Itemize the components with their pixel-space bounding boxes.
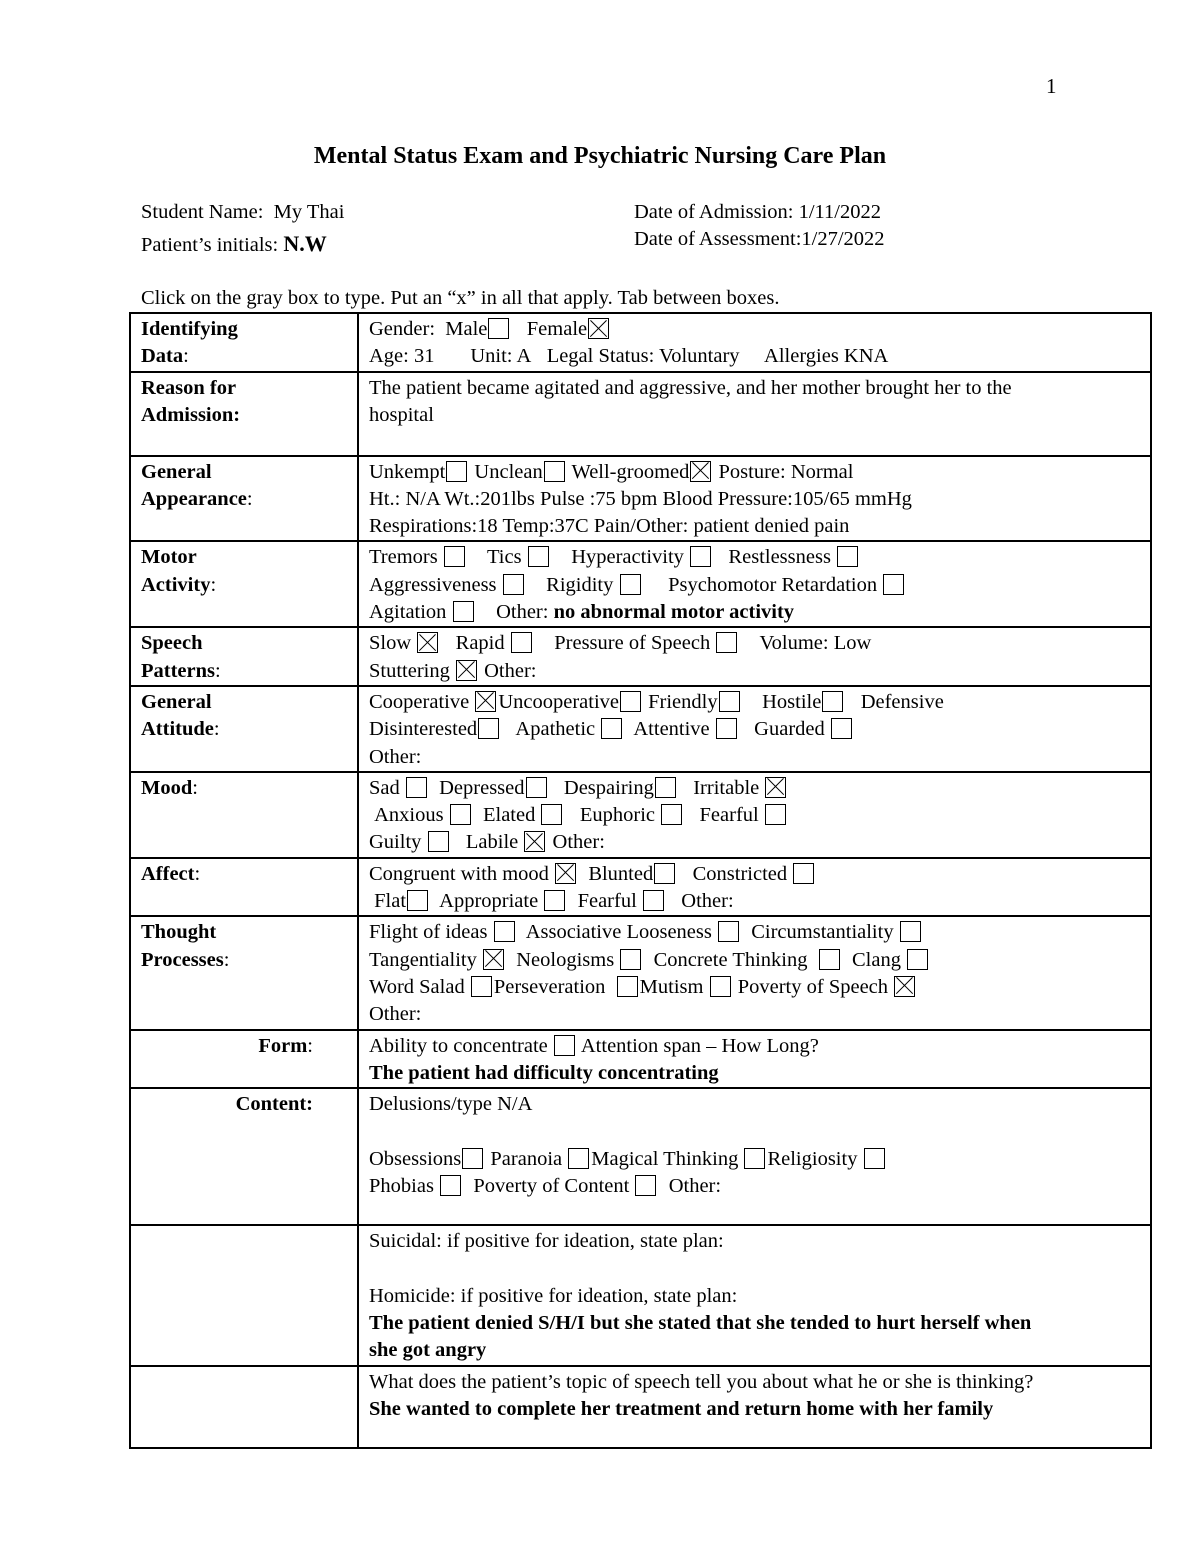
field-motor-activity: Tremors Tics Hyperactivity Restlessness Aggressiveness Rigidity Psychomotor Retardation Agitation Other: no abnormal motor activity (358, 541, 1151, 627)
student-name-label: Student Name: (141, 201, 264, 223)
field-general-attitude: Cooperative Uncooperative Friendly Hostile Defensive Disinterested Apathetic Attentive Guarded Other: (358, 686, 1151, 772)
label-thought-processes: Thought Processes: (130, 916, 358, 1029)
row-speech-patterns (130, 627, 1151, 686)
checkbox-aggressiveness[interactable] (503, 574, 524, 595)
checkbox-flight-of-ideas[interactable] (494, 921, 515, 942)
assessment-date-value[interactable]: 1/27/2022 (801, 228, 885, 250)
checkbox-pressure-of-speech[interactable] (716, 632, 737, 653)
field-speech-patterns: Slow Rapid Pressure of Speech Volume: Low Stuttering Other: (358, 627, 1151, 686)
admission-date-value[interactable]: 1/11/2022 (798, 201, 881, 223)
checkbox-guarded[interactable] (831, 718, 852, 739)
checkbox-guilty[interactable] (428, 831, 449, 852)
admission-date-row (634, 201, 881, 224)
checkbox-restlessness[interactable] (837, 546, 858, 567)
checkbox-friendly[interactable] (719, 691, 740, 712)
page-number: 1 (1046, 74, 1057, 98)
mse-form-table (129, 312, 1152, 1449)
checkbox-rigidity[interactable] (620, 574, 641, 595)
row-identifying-data (130, 313, 1151, 372)
checkbox-constricted[interactable] (793, 863, 814, 884)
row-mood (130, 772, 1151, 858)
checkbox-paranoia[interactable] (568, 1148, 589, 1169)
checkbox-psychomotor-retardation[interactable] (883, 574, 904, 595)
checkbox-hyperactivity[interactable] (690, 546, 711, 567)
checkbox-obsessions[interactable] (462, 1148, 483, 1169)
checkbox-circumstantiality[interactable] (900, 921, 921, 942)
checkbox-congruent-with-mood[interactable] (555, 863, 576, 884)
checkbox-mutism[interactable] (710, 976, 731, 997)
field-mood: Sad Depressed Despairing Irritable Anxious Elated Euphoric Fearful Guilty Labile Other: (358, 772, 1151, 858)
delusions-line[interactable]: Delusions/type N/A (369, 1093, 533, 1116)
label-topic-empty (130, 1366, 358, 1448)
vitals-line-2[interactable]: Respirations:18 Temp:37C Pain/Other: patient denied pain (369, 515, 850, 538)
label-general-attitude: General Attitude: (130, 686, 358, 772)
patient-initials-value[interactable]: N.W (283, 231, 327, 256)
checkbox-sad[interactable] (406, 777, 427, 798)
checkbox-fearful-affect[interactable] (643, 890, 664, 911)
checkbox-poverty-of-speech[interactable] (894, 976, 915, 997)
label-speech-patterns: Speech Patterns: (130, 627, 358, 686)
field-suicidal-homicidal: Suicidal: if positive for ideation, state plan: Homicide: if positive for ideation, state plan: The patient denied S/H/I but she stated that she tended to hurt herself when she got angry (358, 1225, 1151, 1365)
checkbox-hostile[interactable] (822, 691, 843, 712)
label-form: Form: (130, 1030, 358, 1089)
checkbox-euphoric[interactable] (661, 804, 682, 825)
checkbox-uncooperative[interactable] (620, 691, 641, 712)
checkbox-tremors[interactable] (444, 546, 465, 567)
field-content: Delusions/type N/A Obsessions Paranoia Magical Thinking Religiosity Phobias Poverty of Content Other: (358, 1088, 1151, 1225)
label-mood: Mood: (130, 772, 358, 858)
label-content: Content: (130, 1088, 358, 1225)
assessment-date-row (634, 228, 885, 251)
label-risk-empty (130, 1225, 358, 1365)
checkbox-attentive[interactable] (716, 718, 737, 739)
checkbox-elated[interactable] (541, 804, 562, 825)
label-reason-for-admission: Reason for Admission: (130, 372, 358, 456)
checkbox-labile[interactable] (524, 831, 545, 852)
row-suicidal-homicidal (130, 1225, 1151, 1365)
checkbox-disinterested[interactable] (478, 718, 499, 739)
checkbox-religiosity[interactable] (864, 1148, 885, 1169)
row-affect (130, 858, 1151, 917)
checkbox-depressed[interactable] (526, 777, 547, 798)
patient-initials-row (141, 231, 327, 257)
row-general-attitude (130, 686, 1151, 772)
checkbox-blunted[interactable] (654, 863, 675, 884)
row-content (130, 1088, 1151, 1225)
checkbox-concrete-thinking[interactable] (819, 949, 840, 970)
field-affect: Congruent with mood Blunted Constricted Flat Appropriate Fearful Other: (358, 858, 1151, 917)
checkbox-agitation[interactable] (453, 601, 474, 622)
checkbox-well-groomed[interactable] (690, 461, 711, 482)
row-thought-processes (130, 916, 1151, 1029)
checkbox-clang[interactable] (907, 949, 928, 970)
checkbox-stuttering[interactable] (456, 660, 477, 681)
label-general-appearance: General Appearance: (130, 456, 358, 542)
checkbox-unclean[interactable] (544, 461, 565, 482)
patient-initials-label: Patient’s initials: (141, 234, 279, 256)
risk-note-line-2[interactable]: she got angry (369, 1339, 487, 1362)
checkbox-poverty-of-content[interactable] (635, 1175, 656, 1196)
checkbox-unkempt[interactable] (446, 461, 467, 482)
field-general-appearance: Unkempt Unclean Well-groomed Posture: Normal Ht.: N/A Wt.:201lbs Pulse :75 bpm Blood Pressure:105/65 mmHg Respirations:18 Temp:37C Pain/Other: patient denied pain (358, 456, 1151, 542)
field-identifying-data: Gender: Male Female Age: 31 Unit: A Legal Status: Voluntary Allergies KNA (358, 313, 1151, 372)
checkbox-female[interactable] (588, 318, 609, 339)
checkbox-rapid[interactable] (511, 632, 532, 653)
checkbox-tangentiality[interactable] (483, 949, 504, 970)
checkbox-perseveration[interactable] (617, 976, 638, 997)
field-topic-of-speech: What does the patient’s topic of speech tell you about what he or she is thinking? She wanted to complete her treatment and return home with her family (358, 1366, 1151, 1448)
field-reason-for-admission[interactable]: The patient became agitated and aggressive, and her mother brought her to the hospital (358, 372, 1151, 456)
checkbox-magical-thinking[interactable] (744, 1148, 765, 1169)
row-topic-of-speech (130, 1366, 1151, 1448)
document-title: Mental Status Exam and Psychiatric Nursing Care Plan (313, 143, 887, 169)
student-name-value[interactable]: My Thai (273, 201, 345, 223)
checkbox-despairing[interactable] (655, 777, 676, 798)
admission-date-label: Date of Admission: (634, 201, 794, 223)
label-motor-activity: Motor Activity: (130, 541, 358, 627)
motor-other-value[interactable]: no abnormal motor activity (553, 601, 795, 624)
checkbox-phobias[interactable] (440, 1175, 461, 1196)
checkbox-appropriate[interactable] (544, 890, 565, 911)
checkbox-flat[interactable] (407, 890, 428, 911)
checkbox-associative-looseness[interactable] (718, 921, 739, 942)
checkbox-cooperative[interactable] (475, 691, 496, 712)
checkbox-anxious[interactable] (450, 804, 471, 825)
assessment-date-label: Date of Assessment: (634, 228, 802, 250)
row-general-appearance (130, 456, 1151, 542)
checkbox-neologisms[interactable] (620, 949, 641, 970)
row-reason-for-admission (130, 372, 1151, 456)
checkbox-tics[interactable] (528, 546, 549, 567)
vitals-line-1[interactable]: Ht.: N/A Wt.:201lbs Pulse :75 bpm Blood Pressure:105/65 mmHg (369, 487, 912, 510)
student-name-row (141, 201, 344, 224)
topic-answer[interactable]: She wanted to complete her treatment and return home with her family (369, 1397, 994, 1420)
form-note[interactable]: The patient had difficulty concentrating (369, 1061, 719, 1084)
field-form: Ability to concentrate Attention span – How Long? The patient had difficulty concentrating (358, 1030, 1151, 1089)
label-identifying-data: Identifying Data: (130, 313, 358, 372)
checkbox-word-salad[interactable] (471, 976, 492, 997)
checkbox-ability-to-concentrate[interactable] (554, 1035, 575, 1056)
field-thought-processes: Flight of ideas Associative Looseness Circumstantiality Tangentiality Neologisms Concrete Thinking Clang Word Salad Perseveration Mutism Poverty of Speech Other: (358, 916, 1151, 1029)
checkbox-irritable[interactable] (765, 777, 786, 798)
checkbox-fearful-mood[interactable] (765, 804, 786, 825)
instructions: Click on the gray box to type. Put an “x” in all that apply. Tab between boxes. (141, 287, 780, 309)
risk-note-line-1[interactable]: The patient denied S/H/I but she stated that she tended to hurt herself when (369, 1312, 1032, 1335)
checkbox-apathetic[interactable] (601, 718, 622, 739)
row-motor-activity (130, 541, 1151, 627)
checkbox-slow[interactable] (417, 632, 438, 653)
label-affect: Affect: (130, 858, 358, 917)
row-form (130, 1030, 1151, 1089)
checkbox-male[interactable] (488, 318, 509, 339)
